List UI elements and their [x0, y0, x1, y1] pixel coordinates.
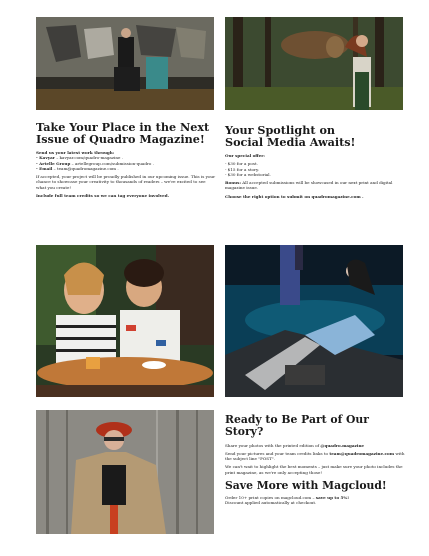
send-text: Send your pictures and your team credits links to team@quadromagazine.com with the subject line "POST". [225, 450, 405, 462]
channel-artelle: - Artelle Group – artellegroup.com/submission-quadro . [36, 160, 154, 166]
send-heading: Send us your latest work through: [36, 149, 115, 155]
quadro-submission-section [36, 121, 216, 198]
offer-story: - $15 for a story. [225, 166, 260, 172]
highlight-text: We can't wait to highlight the best moments – just make sure your photo includes the print magazine, as we're only accepting those! [225, 464, 403, 475]
credits-note: Include full team credits so we can tag everyone involved. [36, 192, 169, 198]
woman-lying-by-water-photo [225, 245, 403, 397]
order-text: Order 10+ print copies on magcloud.com – save up to 5%! [225, 494, 350, 500]
forest-owl-woman-photo [225, 17, 403, 110]
graffiti-wall-model-photo [36, 17, 214, 110]
channel-kavyar: - Kavyar – kavyar.com/quadro-magazine . [36, 155, 124, 161]
story-and-save-section [225, 414, 407, 506]
channel-email: - Email – team@quadromagazine.com . [36, 165, 119, 171]
woman-with-sunglasses-wood-wall-photo [36, 410, 214, 534]
left-feature-title: Take Your Place in the Next Issue of Quadro Magazine! [36, 120, 210, 147]
couple-cafe-table-photo [36, 245, 214, 397]
choose-text: Choose the right option to submit on quadromagazine.com . [225, 193, 364, 199]
bonus-text: Bonus: All accepted submissions will be showcased in our next print and digital magazine issue. [225, 180, 393, 191]
offer-post: - $30 for a post. [225, 161, 258, 167]
accepted-text: If accepted, your project will be proudly published in our upcoming issue. This is your chance to showcase your creativity to thousands of readers – we're excited to see what you create! [36, 174, 216, 190]
share-text: Share your photos with the printed edition of @quadro.magazine [225, 442, 365, 448]
discount-text: Discount applied automatically at checkout. [225, 500, 317, 506]
right-feature-title: Your Spotlight on Social Media Awaits! [225, 123, 356, 150]
story-title: Ready to Be Part of Our Story? [225, 413, 369, 438]
save-title: Save More with Magcloud! [225, 478, 387, 492]
social-media-section [225, 124, 407, 199]
offer-webstorial: - $30 for a webstorial. [225, 171, 271, 177]
offer-heading: Our special offer: [225, 152, 265, 158]
